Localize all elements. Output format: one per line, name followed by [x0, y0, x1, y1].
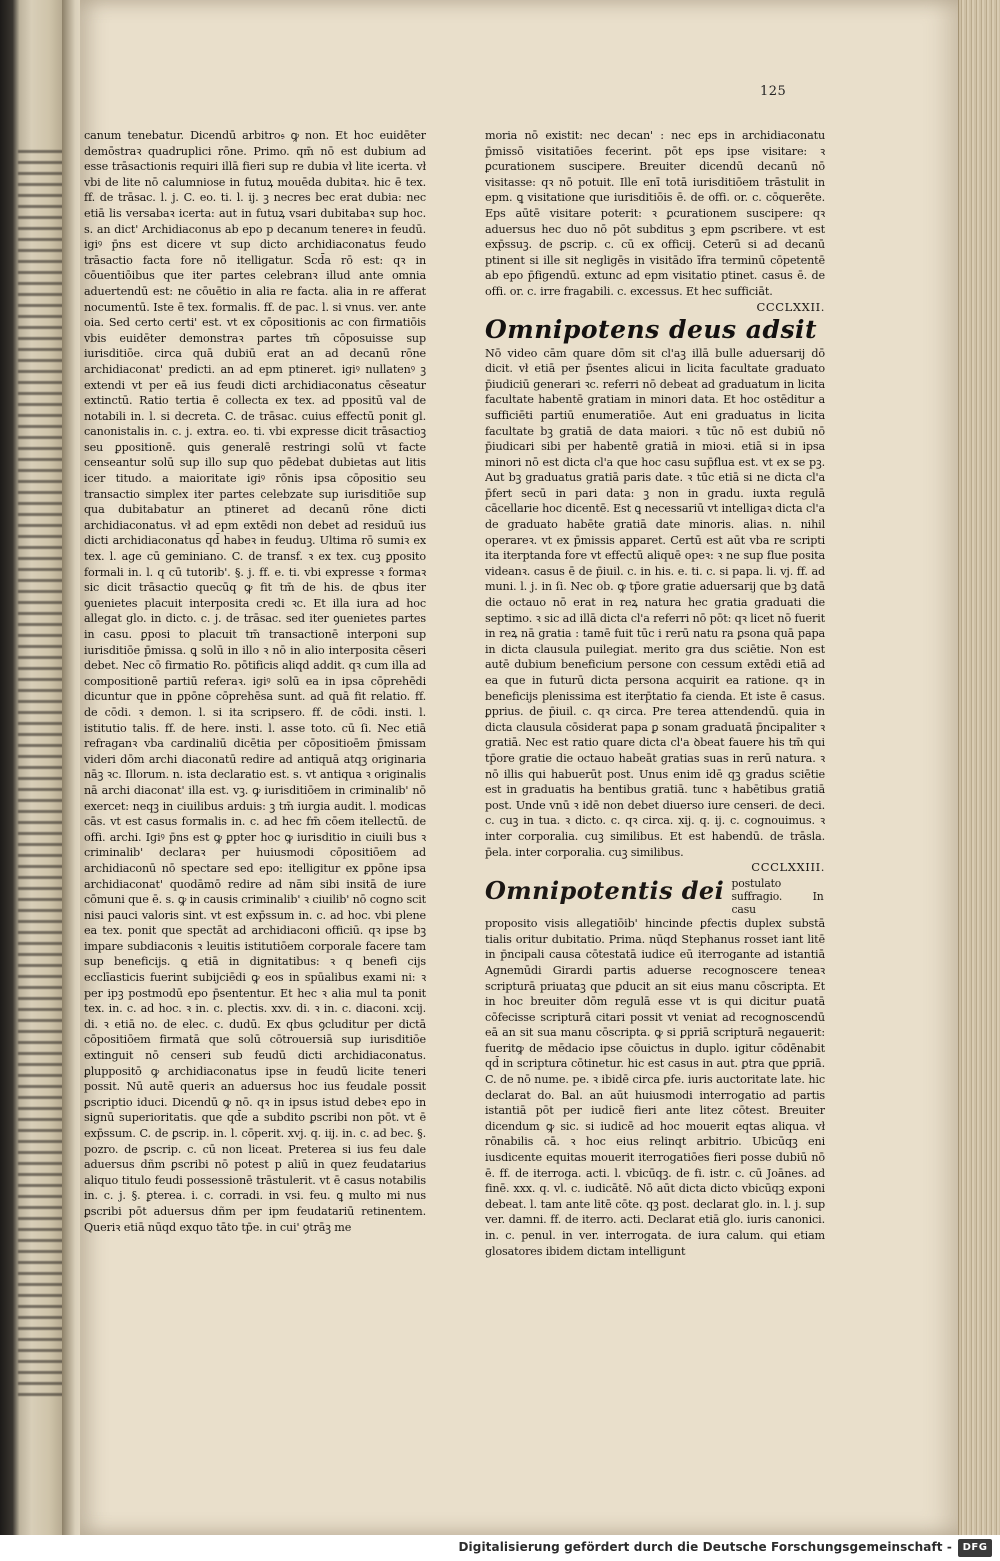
section-numeral-372: CCCLXXII.: [756, 299, 825, 314]
page-fore-edge: [958, 0, 1000, 1535]
rubric-line-omnipotentis: [485, 877, 825, 916]
rubric-tail-text: postulato suffragio. In casu: [731, 877, 824, 917]
dfg-logo-icon: DFG: [958, 1539, 992, 1557]
right-column-text-middle: Nō video cām quare dōm sit cl'aꝫ illā bulle aduersarij dō dicit. vł etiā per p̄sentes alicui in licita facultate graduato p̄iudiciū generari ꝛc. referri nō debeat ad graduatum in licita facultate habentē gratiam in minori data. Et hoc ostēditur a sufficiēti partiū enumeratiōe. Aut eni graduatus in licita facultate bꝫ gratiā de data maiori. ꝛ tūc nō est dubiū nō p̄iudicari sibi per habentē gratiā in mioꝛi. etiā si in ipsa minori nō est dicta cl'a que hoc casu sup̄flua est. vt ex se pꝫ. Aut bꝫ graduatus gratiā paris date. ꝛ tūc etiā si ne dicta cl'a p̄fert secū in pari data: ꝫ non in gradu. iuxta regulā cācellarie hoc dicentē. Est ꝗ necessariū vt intelligaꝛ dicta cl'a de graduato habēte gratiā date minoris. alias. n. nihil operareꝛ. vt ex p̄missis apparet. Certū est aūt vba re scripti ita iterptanda fore vt effectū aliquē opeꝛ: ꝛ ne sup flue posita videanꝛ. casus ē de p̄iuil. c. in his. e. ti. c. si papa. li. vj. ff. ad muni. l. j. in ſi. Nec ob. ꝙ tp̄ore gratie aduersarij que bꝫ datā die octauo nō erat in reꝝ natura hec gratia graduati die septimo. ꝛ sic ad illā dicta cl'a referri nō pōt: qꝛ licet nō fuerit in reꝝ nā gratia : tamē fuit tūc i rerū natu ra ꝑsona quā papa in dicta clausula puilegiat. merito gra dus sciētie. Non est autē dubium beneficium persone con cessum extēdi etiā ad ea que in futurū dicta persona acquirit ea ratione. qꝛ in beneficijs plenissima est iterp̄tatio fa cienda. Et iste ē casus. ꝑprius. de p̄iuil. c. qꝛ circa. Pre terea attendendū. quia in dicta clausula cōsiderat papa ꝑ sonam graduatā p̄ncipaliter ꝛ gratiā. Nec est ratio quare dicta cl'a ꝺbeat fauere his tm̄ qui tp̄ore gratie die octauo habeāt gratias suas in rerū natura. ꝛ nō illis qui habuerūt post. Unus enim idē qꝫ gradus sciētie est in graduatis ha bentibus gratiā. tunc ꝛ habētibus gratiā post. Unde vnū ꝛ idē non debet diuerso iure censeri. de deci. c. cuꝫ in tua. ꝛ dicto. c. qꝛ circa. xij. q. ij. c. cognouimus. ꝛ inter corporalia. cuꝫ similibus. Et est habendū. de trāsla. p̄ela. inter corporalia. cuꝫ similibus.: [485, 346, 825, 859]
left-text-column: [84, 128, 426, 1328]
right-column-text-top: moria nō existit: nec decan' : nec eps in archidiaconatu p̄missō visitatiōes fecerint. pōt eps ipse visitare: ꝛ ꝑcurationem suscipere. Breuiter dicendū decanū nō visitasse: qꝛ nō potuit. Ille enī totā iurisditiōem trāstulit in epm. ꝗ visitatione que iurisditiōis ē. de offi. or. c. cōquerēte. Eps aūtē visitare poterit: ꝛ ꝑcurationem suscipere: qꝛ aduersus hec duo nō pōt subditus ꝫ epm ꝑscribere. vt est exp̄ssuꝫ. de ꝑscrip. c. cū ex officij. Ceterū si ad decanū ptinent si ille sit negligēs in visitādo īfra terminū cōpetentē ab epo p̄figendū. extunc ad epm visitatio ptinet. casus ē. de offi. or. c. irre fragabili. c. excessus. Et hec sufficiāt.: [485, 129, 825, 298]
rubric-heading-omnipotens: Omnipotens deus adsit: [485, 314, 818, 344]
rubric-heading-omnipotentis: Omnipotentis dei: [485, 876, 725, 906]
right-column-text-bottom: proposito visis allegatiōib' hincinde ꝑfectis duplex substā tialis oritur dubitatio. Prima. nūqd Stephanus rosset iant litē in p̄ncipali causa cōtestatā iudice eū iterrogante ad istantiā Agnemūdi Girardi partis aduerse recognoscere teneaꝛ scripturā priuataꝫ que ꝑducit an sit eius manu cōscripta. Et in hoc breuiter dōm regulā esse vt is qui dicitur ꝑuatā cōfecisse scripturā citari possit vt veniat ad recognoscendū eā an sit sua manu cōscripta. ꝙ si ꝑpriā scripturā negauerit: fueritꝙ de mēdacio ipse cōuictus in duplo. igitur cōdēnabit qd̄ in scriptura cōtinetur. hic est casus in aut. ꝑtra que ꝑpriā. C. de nō nume. pe. ꝛ ibidē circa ꝑfe. iuris auctoritate late. hic declarat do. Bal. an aūt huiusmodi interrogatio ad partis istantiā pōt per iudicē fieri ante litez cōtest. Breuiter dicendum ꝙ sic. si iudicē ad hoc mouerit eqtas aliqua. vł rōnabilis cā. ꝛ hoc eius relinqt arbitrio. Ubicūqꝫ eni iusdicente equitas mouerit iterrogatiōes fieri posse dubiū nō ē. ff. de iterroga. acti. l. vbicūqꝫ. de fi. istr. c. cū Joānes. ad finē. xxx. q. vl. c. iudicātē. Nō aūt dicta dicto vbicūqꝫ exponi debeat. l. tam ante litē cōte. qꝫ post. declarat glo. in. l. j. sup ver. damni. ff. de iterro. acti. Declarat etiā glo. iuris canonici. in. c. penul. in ver. interrogata. de iura calum. qui etiam glosatores ibidem dictam intelligunt: [485, 917, 825, 1258]
bleed-through-text: [18, 150, 64, 1400]
left-column-text: canum tenebatur. Dicendū arbitro𝔰 ꝙ non. Et hoc euidēter demōstraꝛ quadruplici rōne. Primo. qm̄ nō est dubium ad esse trāsactionis requiri illā fieri sup re dubia vł lite icerta. vł vbi de lite nō calumniose in futuꝝ mouēda dubitaꝛ. hic ē tex. ff. de trāsac. l. j. C. eo. ti. l. ij. ꝫ necres bec erat dubia: nec etiā lis versabaꝛ icerta: aut in futuꝝ vsari dubitabaꝛ sup hoc. s. an dict' Archidiaconus ab epo p decanum tenereꝛ in feudū. igiꝰ p̄ns est dicere vt sup dicto archidiaconatus feudo trāsactio facta fore nō itelligatur. Scd̄a rō est: qꝛ in cōuentiōibus que iter partes celebranꝛ illud ante omnia aduertendū est: ne cōuētio in alia re facta. alia in re afferat nocumentū. Iste ē tex. formalis. ff. de pac. l. si vnus. ver. ante oia. Sed certo certi' est. vt ex cōpositionis ac con firmatiōis vbis euidēter demonstraꝛ partes tm̄ cōposuisse sup iurisditiōe. circa quā dubiū erat an ad decanū rōne archidiaconat' predicti. an ad epm ptineret. igiꝰ nullatenꝰ ꝫ extendi vt per eā ius feudi dicti archidiaconatus cēseatur extinctū. Ratio tertia ē collecta ex tex. ad ppositū val de notabili in. l. si decreta. C. de trāsac. cuius effectū ponit gl. canonistalis in. c. j. extra. eo. ti. vbi expresse dicit trāsactioꝫ seu ꝑpositionē. ꝗuis generalē restringi solū vt facte censeantur solū sup illo sup quo pēdebat dubietas aut litis icer titudo. a maioritate igiꝰ rōnis ipsa cōpositio seu transactio simplex iter partes celebzate sup iurisditiōe sup qua dubitabatur an ptineret ad decanū rōne dicti archidiaconatus. vł ad epm extēdi non debet ad residuū ius dicti archidiaconatus qd̄ habeꝛ in feuduꝫ. Ultima rō sumiꝛ ex tex. l. age cū geminiano. C. de transf. ꝛ ex tex. cuꝫ ꝑposito formali in. l. q cū tutorib'. §. j. ff. e. ti. vbi expresse ꝛ formaꝛ sic dicit trāsactio quecūq ꝙ fit tm̄ de his. de qbus iter ꝯuenietes placuit interposita credi ꝛc. Et illa iura ad hoc allegat glo. in dicto. c. j. de trāsac. sed iter ꝯuenietes partes in casu. ꝑposi to placuit tm̄ transactionē interponi sup iurisditiōe p̄missa. ꝗ solū in illo ꝛ nō in alio interposita cēseri debet. Nec cō firmatio Ro. pōtificis aliqd addit. qꝛ cum illa ad compositionē partiū referaꝛ. igiꝰ solū ea in ipsa cōprehēdi dicuntur que in ꝑpōne cōprehēsa sunt. ad quā fit relatio. ff. de cōdi. ꝛ demon. l. si ita scripsero. ff. de cōdi. insti. l. istitutio talis. ff. de here. insti. l. asse toto. cū ſi. Nec etiā refraganꝛ vba cardinaliū dicētia per cōpositioēm p̄missam videri dōm archi diaconatū redire ad antiquā atqꝫ originaria nāꝫ ꝛc. Illorum. n. ista declaratio est. s. vt antiqua ꝛ originalis nā archi diaconat' illa est. vꝫ. ꝙ iurisditiōem in criminalib' nō exercet: neqꝫ in ciuilibus arduis: ꝫ tm̄ iurgia audit. l. modicas cās. vt est casus formalis in. c. ad hec fm̄ cōem itellectū. de offi. archi. Igiꝰ p̄ns est ꝙ ꝑpter hoc ꝙ iurisditio in ciuili bus ꝛ criminalib' declaraꝛ per huiusmodi cōpositiōem ad archidiaconū nō spectare sed epo: itelligitur ex ꝑpōne ipsa archidiaconat' quodāmō redire ad nām sibi insitā de iure cōmuni que ē. s. ꝙ in causis criminalib' ꝛ ciuilib' nō cogno scit nisi pauci valoris sint. vt est exp̄ssum in. c. ad hoc. vbi plene ea tex. ponit que spectāt ad archidiaconi officiū. qꝛ ipse bꝫ impare subdiaconis ꝛ leuitis istitutiōem corporale facere tam sup beneficijs. ꝗ etiā in dignitatibus: ꝛ q benefi cijs ecclīasticis fuerint subijciēdi ꝙ eos in spūalibus exami ni: ꝛ per ipꝫ postmodū epo p̄sententur. Et hec ꝛ alia mul ta ponit tex. in. c. ad hoc. ꝛ in. c. plectis. xxv. di. ꝛ in. c. diaconi. xcij. di. ꝛ etiā no. de elec. c. dudū. Ex qbus ꝯcluditur per dictā cōpositiōem firmatā que solū cōtrouersiā sup iurisditiōe extinguit nō censeri sub feudū dicti archidiaconatus. ꝑluppositō ꝙ archidiaconatus ipse in feudū licite teneri possit. Nū autē queriꝛ an aduersus hoc ius feudale possit ꝑscriptio iduci. Dicendū ꝙ nō. qꝛ in ipsus istud debeꝛ epo in signū superioritatis. que qd̄e a subdito ꝑscribi non pōt. vt ē exp̄ssum. C. de ꝑscrip. in. l. cōperit. xvj. q. iij. in. c. ad bec. §. pozro. de ꝑscrip. c. cū non liceat. Preterea si ius feu dale aduersus dñm ꝑscribi nō potest p aliū in quez feudatarius aliquo titulo feudi possessionē trāstulerit. vt ē casus notabilis in. c. j. §. ꝑterea. i. c. corradi. in vsi. feu. ꝗ multo mi nus ꝑscribi pōt aduersus dñm per ipm feudatariū retinentem. Queriꝛ etiā nūqd exquo tāto tp̄e. in cui' ꝯtrāꝫ me: [84, 129, 426, 1234]
section-numeral-373: CCCLXXIII.: [751, 860, 825, 875]
page-number: 125: [760, 84, 787, 99]
previous-page-edge: [0, 0, 70, 1535]
funding-credit: Digitalisierung gefördert durch die Deutsche Forschungsgemeinschaft -: [458, 1540, 952, 1554]
footer-bar: [0, 1535, 1000, 1561]
right-text-column: [485, 128, 825, 1328]
